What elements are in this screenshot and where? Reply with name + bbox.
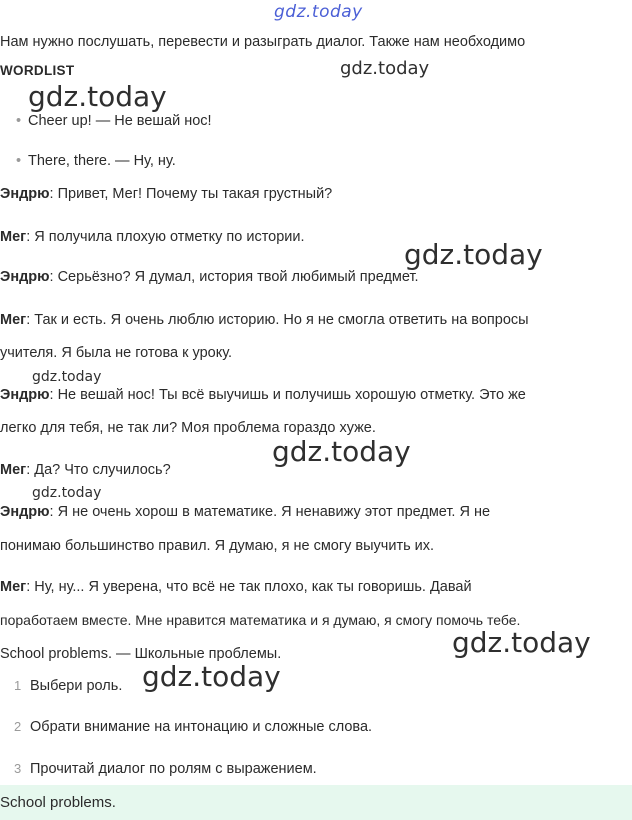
- dialog-line: [0, 504, 490, 520]
- intro-text: Нам нужно послушать, перевести и разыграть диалог. Также нам необходимо: [0, 34, 526, 50]
- dialog-text-cont: легко для тебя, не так ли? Моя проблема гораздо хуже.: [0, 420, 376, 436]
- dialog-line: [0, 462, 171, 478]
- watermark: gdz.today: [142, 660, 281, 693]
- dialog-text: : Ну, ну... Я уверена, что всё не так плохо, как ты говоришь. Давай: [26, 579, 472, 595]
- dialog-line: [0, 186, 332, 202]
- dialog-text: : Так и есть. Я очень люблю историю. Но я не смогла ответить на вопросы: [26, 312, 529, 328]
- footer-title: School problems.: [0, 794, 116, 811]
- dialog-line: [0, 229, 305, 245]
- dialog-text: : Да? Что случилось?: [26, 462, 171, 478]
- dialog-text: : Я получила плохую отметку по истории.: [26, 229, 305, 245]
- speaker-name: Мег: [0, 229, 27, 245]
- wordlist-item: [0, 113, 212, 129]
- watermark-top: gdz.today: [274, 2, 363, 22]
- dialog-text: : Серьёзно? Я думал, история твой любимый предмет.: [49, 269, 419, 285]
- step-item: [0, 719, 372, 735]
- step-number: 1: [14, 678, 22, 693]
- step-item: [0, 678, 122, 694]
- section-title: School problems. — Школьные проблемы.: [0, 646, 282, 662]
- speaker-name: Эндрю: [0, 387, 50, 403]
- watermark: gdz.today: [32, 485, 102, 501]
- dialog-text: : Привет, Мег! Почему ты такая грустный?: [49, 186, 333, 202]
- watermark: gdz.today: [32, 369, 102, 385]
- dialog-line: [0, 269, 419, 285]
- step-item: [0, 761, 317, 777]
- bullet-icon: •: [16, 113, 22, 129]
- step-text: Прочитай диалог по ролям с выражением.: [30, 761, 317, 777]
- dialog-line: [0, 312, 529, 328]
- watermark: gdz.today: [404, 238, 543, 271]
- dialog-text-cont: учителя. Я была не готова к уроку.: [0, 345, 233, 361]
- bullet-icon: •: [16, 153, 22, 169]
- watermark: gdz.today: [340, 58, 430, 79]
- speaker-name: Эндрю: [0, 186, 50, 202]
- dialog-text: : Не вешай нос! Ты всё выучишь и получишь хорошую отметку. Это же: [49, 387, 526, 403]
- speaker-name: Эндрю: [0, 269, 50, 285]
- watermark: gdz.today: [452, 626, 591, 659]
- speaker-name: Мег: [0, 579, 27, 595]
- wordlist-heading: WORDLIST: [0, 63, 75, 78]
- speaker-name: Эндрю: [0, 504, 50, 520]
- dialog-text-cont: понимаю большинство правил. Я думаю, я не смогу выучить их.: [0, 538, 435, 554]
- wordlist-item-text: Cheer up! — Не вешай нос!: [28, 113, 212, 129]
- dialog-text: : Я не очень хорош в математике. Я ненавижу этот предмет. Я не: [49, 504, 491, 520]
- speaker-name: Мег: [0, 312, 27, 328]
- dialog-line: [0, 579, 472, 595]
- wordlist-item-text: There, there. — Ну, ну.: [28, 153, 176, 169]
- speaker-name: Мег: [0, 462, 27, 478]
- step-number: 3: [14, 761, 22, 776]
- watermark: gdz.today: [28, 80, 167, 113]
- step-text: Обрати внимание на интонацию и сложные слова.: [30, 719, 373, 735]
- wordlist-item: [0, 153, 176, 169]
- footer-title-bar: [0, 785, 632, 820]
- watermark: gdz.today: [272, 435, 411, 468]
- step-text: Выбери роль.: [30, 678, 123, 694]
- dialog-line: [0, 387, 526, 403]
- step-number: 2: [14, 719, 22, 734]
- dialog-text-cont: поработаем вместе. Мне нравится математика и я думаю, я смогу помочь тебе.: [0, 612, 521, 628]
